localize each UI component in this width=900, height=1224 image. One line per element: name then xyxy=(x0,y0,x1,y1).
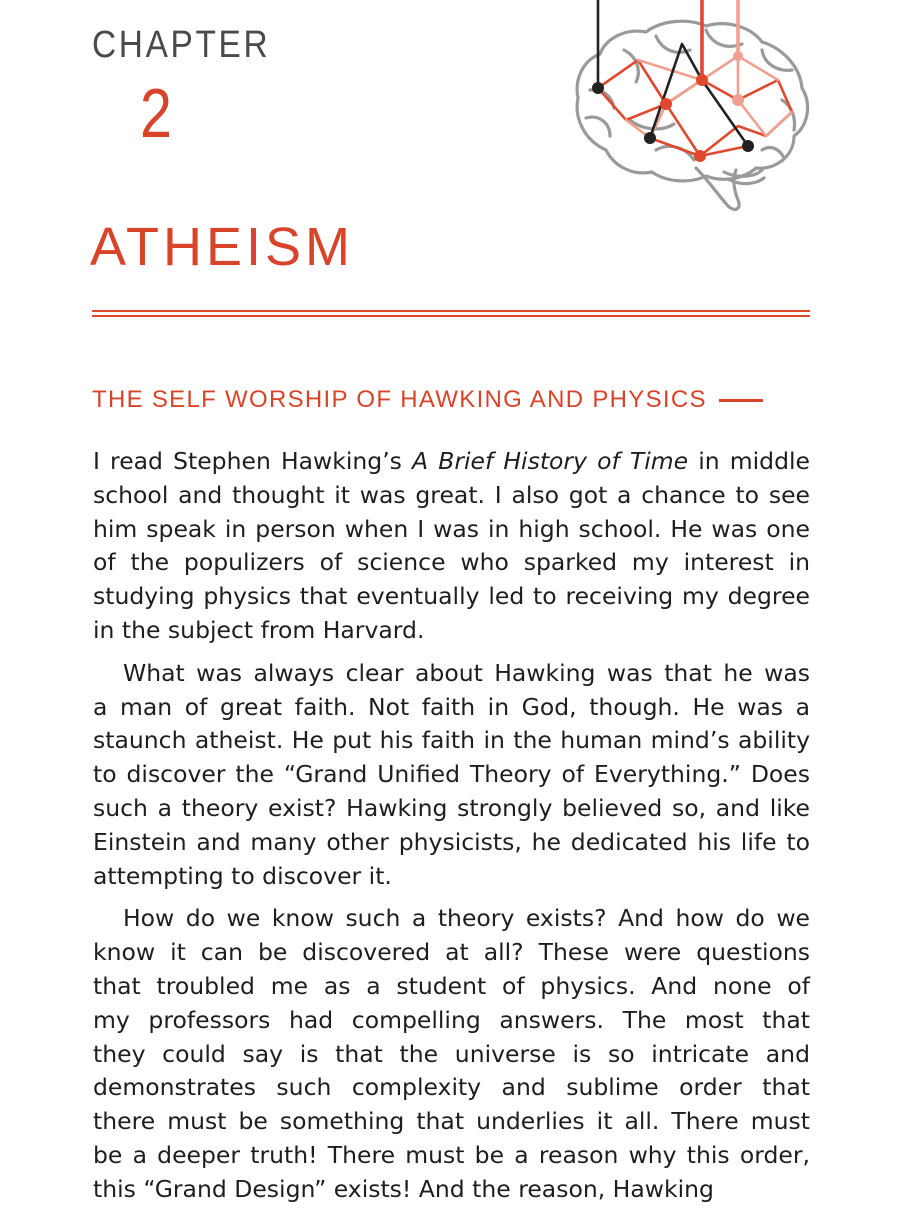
text-line xyxy=(93,724,810,758)
text-segment: him speak in person when I was in high school. He was one xyxy=(93,514,810,543)
text-line xyxy=(93,792,810,826)
section-heading-dash xyxy=(719,399,763,402)
text-segment: in middle xyxy=(688,447,811,475)
text-segment: school and thought it was great. I also got a chance to see xyxy=(93,480,810,509)
body-text xyxy=(93,445,810,1216)
title-divider-bottom xyxy=(92,315,810,317)
text-line xyxy=(93,513,810,547)
text-segment: How do we know such a theory exists? And how do we xyxy=(123,904,810,933)
text-line xyxy=(93,580,810,614)
section-heading-text: THE SELF WORSHIP OF HAWKING AND PHYSICS xyxy=(92,386,707,413)
text-segment: demonstrates such complexity and sublime order that xyxy=(93,1073,810,1102)
text-line xyxy=(93,1139,810,1173)
text-segment: I read Stephen Hawking’s xyxy=(93,447,413,475)
text-segment: that troubled me as a student of physics. And none of xyxy=(93,971,810,1000)
text-segment: there must be something that underlies it all. There must xyxy=(93,1107,810,1136)
text-segment: to discover the “Grand Unified Theory of Everything.” Does xyxy=(93,760,810,789)
text-segment: my professors had compelling answers. The most that xyxy=(93,1005,810,1034)
book-title: A Brief History of Time xyxy=(412,447,689,475)
chapter-title: ATHEISM xyxy=(90,217,355,277)
text-segment: know it can be discovered at all? These were questions xyxy=(93,938,810,967)
text-line xyxy=(93,1038,810,1072)
brain-network-icon xyxy=(566,0,816,215)
text-segment: Einstein and many other physicists, he dedicated his life to xyxy=(93,827,810,856)
chapter-number: 2 xyxy=(140,74,172,152)
text-segment: staunch atheist. He put his faith in the human mind’s ability xyxy=(93,726,810,755)
text-line xyxy=(93,1105,810,1139)
paragraph-3 xyxy=(93,902,810,1206)
text-line xyxy=(93,614,810,648)
text-line xyxy=(93,445,810,479)
text-segment: studying physics that eventually led to receiving my degree xyxy=(93,582,810,611)
text-line xyxy=(93,860,810,894)
title-divider-top xyxy=(92,310,810,312)
text-line xyxy=(93,479,810,513)
text-line xyxy=(93,826,810,860)
text-segment: of the populizers of science who sparked my interest in xyxy=(93,548,810,577)
text-line xyxy=(93,657,810,691)
text-line xyxy=(93,936,810,970)
chapter-label: CHAPTER xyxy=(92,24,271,66)
paragraph-1 xyxy=(93,445,810,648)
text-line xyxy=(93,902,810,936)
text-line xyxy=(93,691,810,725)
section-heading xyxy=(92,386,810,414)
text-segment: in the subject from Harvard. xyxy=(93,615,425,644)
text-line xyxy=(93,1071,810,1105)
text-line xyxy=(93,546,810,580)
text-segment: they could say is that the universe is so intricate and xyxy=(93,1039,810,1068)
text-line xyxy=(93,1004,810,1038)
text-segment: such a theory exist? Hawking strongly believed so, and like xyxy=(93,793,810,822)
text-segment: What was always clear about Hawking was that he was xyxy=(123,658,810,687)
text-line xyxy=(93,758,810,792)
text-line xyxy=(93,970,810,1004)
text-line xyxy=(93,1173,810,1207)
paragraph-2 xyxy=(93,657,810,894)
text-segment: a man of great faith. Not faith in God, though. He was a xyxy=(93,692,810,721)
text-segment: attempting to discover it. xyxy=(93,861,392,890)
text-segment: be a deeper truth! There must be a reason why this order, xyxy=(93,1140,810,1169)
text-segment: this “Grand Design” exists! And the reason, Hawking xyxy=(93,1174,714,1203)
